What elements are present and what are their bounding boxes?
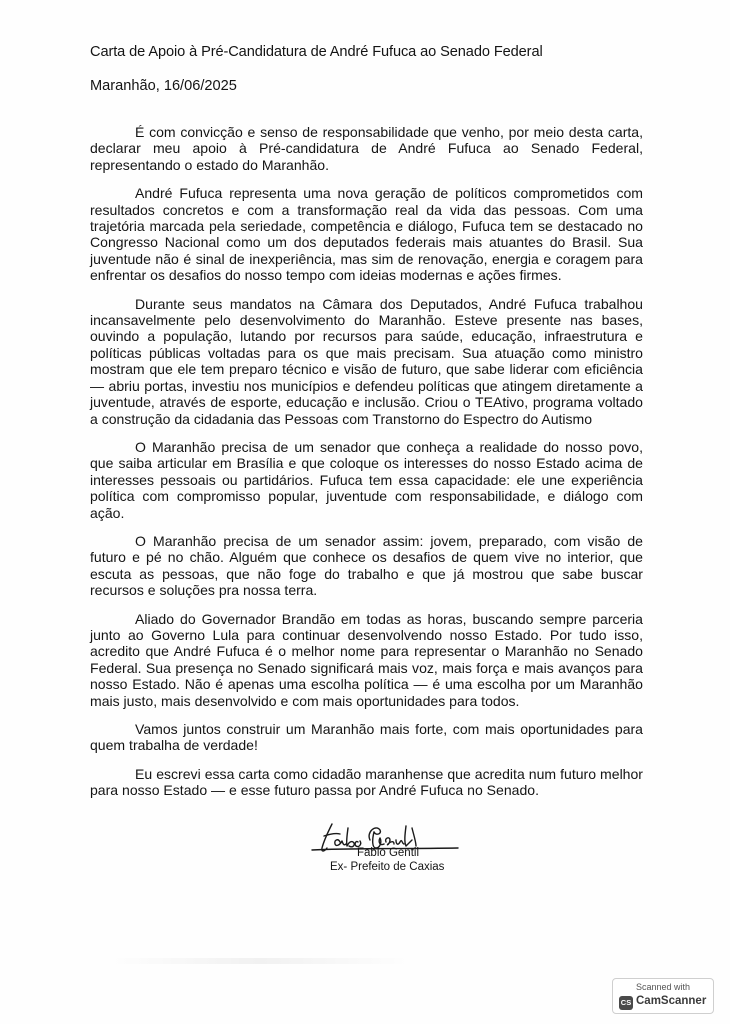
- camscanner-logo-icon: CS: [619, 996, 633, 1010]
- paragraph-6: Aliado do Governador Brandão em todas as horas, buscando sempre parceria junto ao Governo Lula para continuar desenvolvendo nosso Estado. Por tudo isso, acredito que André Fufuca é o melhor nome para representar o Maranhão no Senado Federal. Sua presença no Senado significará mais voz, mais força e mais avanços para nosso Estado. Não é apenas uma escolha política — é uma escolha por um Maranhão mais justo, mais desenvolvido e com mais oportunidades para todos.: [90, 610, 643, 709]
- camscanner-brand: CamScanner: [636, 995, 707, 1007]
- paragraph-1: É com convicção e senso de responsabilidade que venho, por meio desta carta, declarar meu apoio à Pré-candidatura de André Fufuca ao Senado Federal, representando o estado do Maranhão.: [90, 124, 643, 173]
- letter-heading: Carta de Apoio à Pré-Candidatura de André Fufuca ao Senado Federal: [90, 44, 543, 60]
- letter-body: [90, 124, 643, 799]
- camscanner-watermark: [612, 978, 714, 1014]
- paragraph-5: O Maranhão precisa de um senador assim: jovem, preparado, com visão de futuro e pé no chão. Alguém que conhece os desafios de quem vive no interior, que escuta as pessoas, que não foge do trabalho e que já mostrou que sabe buscar recursos e soluções pra nossa terra.: [90, 532, 643, 599]
- paragraph-8: Eu escrevi essa carta como cidadão maranhense que acredita num futuro melhor para nosso Estado — e esse futuro passa por André Fufuca no Senado.: [90, 765, 643, 799]
- scan-artifact: [110, 958, 410, 964]
- signature-block: [300, 818, 470, 878]
- paragraph-4: O Maranhão precisa de um senador que conheça a realidade do nosso povo, que saiba articular em Brasília e que coloque os interesses do nosso Estado acima de interesses pessoais ou partidários. Fufuca tem essa capacidade: ele une experiência política com compromisso popular, juventude com responsabilidade, e diálogo com ação.: [90, 438, 643, 521]
- letter-date: Maranhão, 16/06/2025: [90, 78, 237, 94]
- paragraph-2: André Fufuca representa uma nova geração de políticos comprometidos com resultados concretos e com a transformação real da vida das pessoas. Com uma trajetória marcada pela seriedade, competência e diálogo, Fufuca tem se destacado no Congresso Nacional como um dos deputados federais mais atuantes do Brasil. Sua juventude não é sinal de inexperiência, mas sim de renovação, energia e coragem para enfrentar os desafios do nosso tempo com ideias modernas e ações firmes.: [90, 185, 643, 284]
- signer-role: Ex- Prefeito de Caxias: [330, 861, 445, 873]
- scanned-with-label: Scanned with: [635, 982, 691, 992]
- paragraph-3: Durante seus mandatos na Câmara dos Deputados, André Fufuca trabalhou incansavelmente pelo desenvolvimento do Maranhão. Esteve presente nas bases, ouvindo a população, lutando por recursos para saúde, educação, infraestrutura e políticas públicas voltadas para os que mais precisam. Sua atuação como ministro mostram que ele tem preparo técnico e visão de futuro, que sabe liderar com eficiência — abriu portas, investiu nos municípios e defendeu políticas que atingem diretamente a juventude, através de esporte, educação e inclusão. Criou o TEAtivo, programa voltado a construção da cidadania das Pessoas com Transtorno do Espectro do Autismo: [90, 295, 643, 427]
- paragraph-7: Vamos juntos construir um Maranhão mais forte, com mais oportunidades para quem trabalha de verdade!: [90, 721, 643, 754]
- signer-name: Fabio Gentil: [357, 847, 420, 859]
